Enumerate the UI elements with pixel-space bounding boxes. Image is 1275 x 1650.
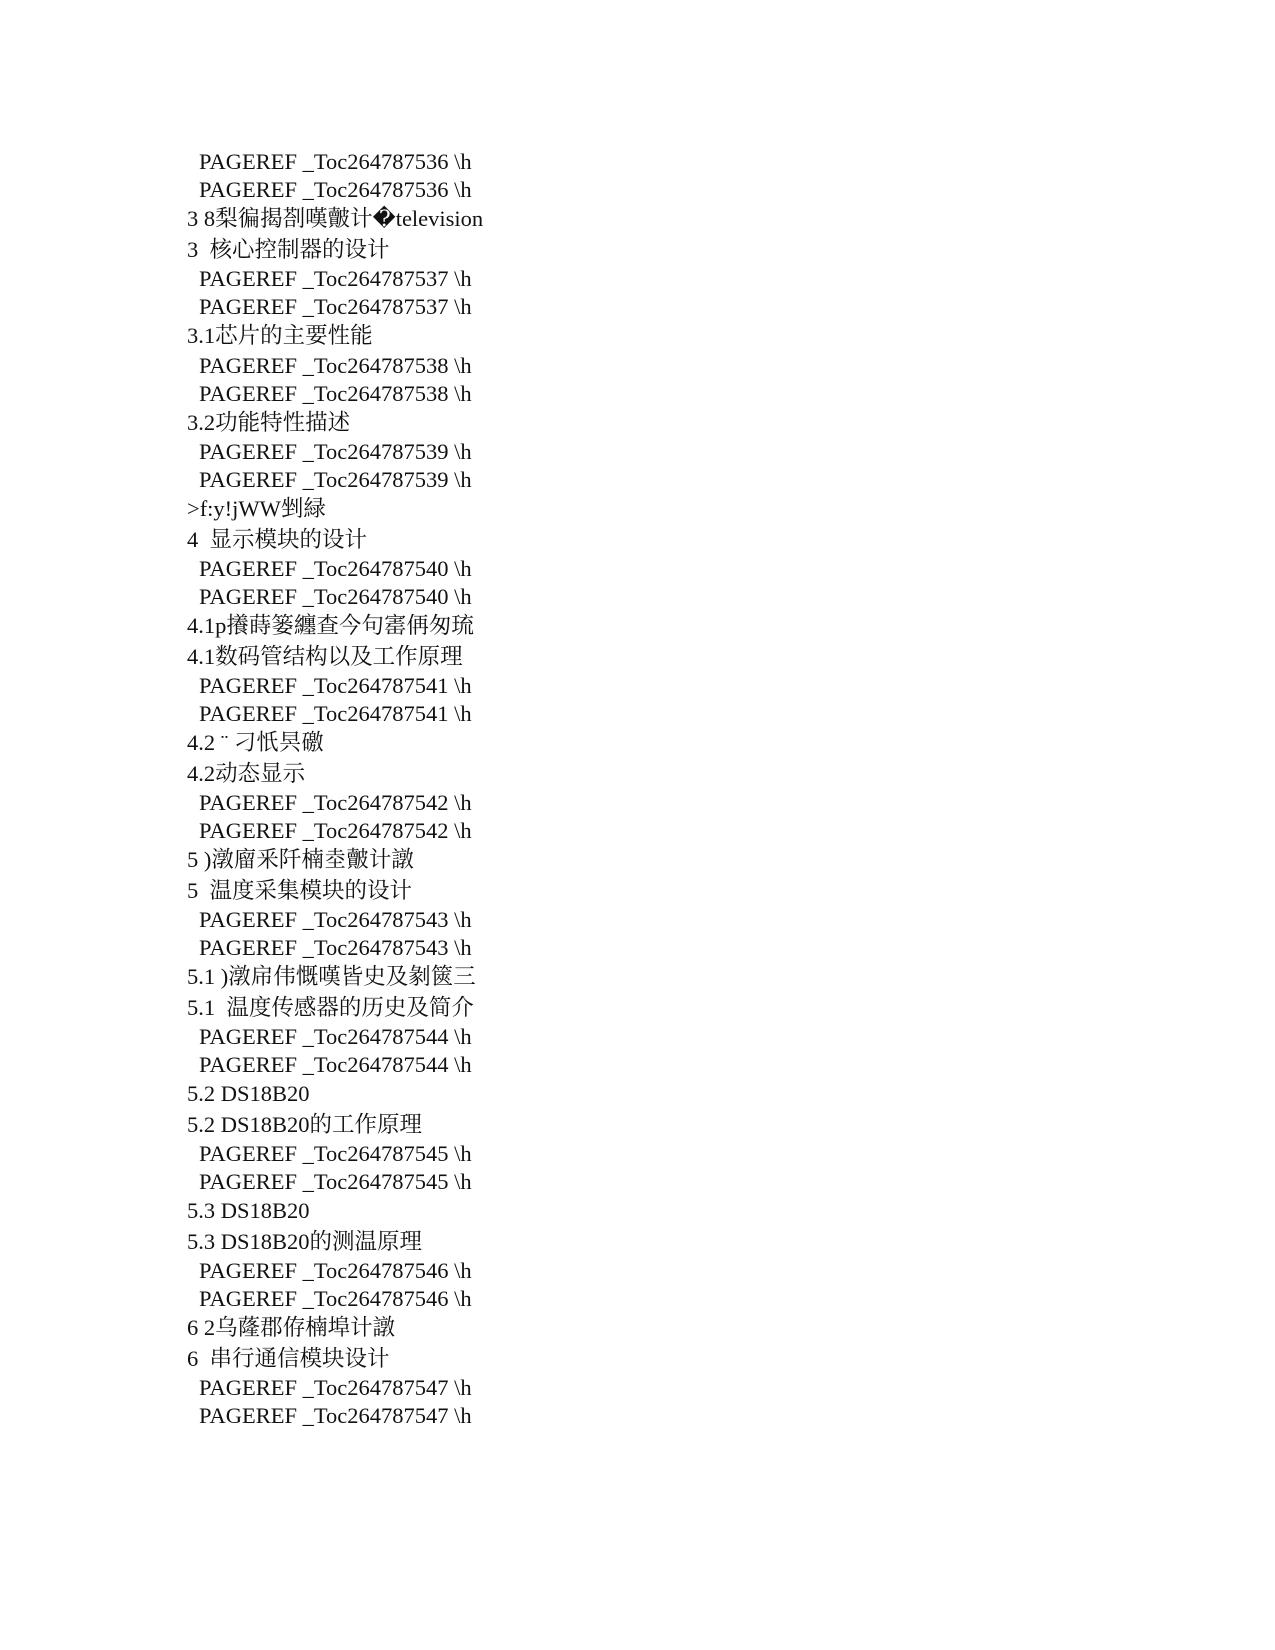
toc-heading: 5 温度采集模块的设计 (187, 877, 413, 903)
toc-pageref-field: PAGEREF _Toc264787547 \h (199, 1375, 472, 1400)
toc-heading: 3 核心控制器的设计 (187, 236, 390, 262)
toc-pageref-field: PAGEREF _Toc264787541 \h (199, 701, 472, 726)
toc-heading: 4.2动态显示 (187, 760, 306, 786)
toc-heading: 5.3 DS18B20 (187, 1198, 310, 1223)
toc-pageref-field: PAGEREF _Toc264787546 \h (199, 1286, 472, 1311)
toc-pageref-field: PAGEREF _Toc264787542 \h (199, 790, 472, 815)
toc-heading: 5.1 温度传感器的历史及简介 (187, 994, 474, 1020)
toc-heading: 3 8梨徧揭剳嘆皾计�television (187, 206, 484, 231)
toc-pageref-field: PAGEREF _Toc264787536 \h (199, 149, 472, 174)
toc-pageref-field: PAGEREF _Toc264787546 \h (199, 1258, 472, 1283)
toc-pageref-field: PAGEREF _Toc264787538 \h (199, 380, 472, 406)
toc-heading: >f:y!jWW剉緑 (187, 496, 326, 521)
toc-heading: 5.2 DS18B20的工作原理 (187, 1111, 423, 1137)
toc-heading: 4.2 ¨ 刁忯昗礉 (187, 730, 324, 755)
toc-heading: 6 2乌蕯郡侟楠埠计譈 (187, 1315, 396, 1340)
toc-pageref-field: PAGEREF _Toc264787547 \h (199, 1403, 472, 1428)
toc-pageref-field: PAGEREF _Toc264787539 \h (199, 467, 472, 492)
toc-pageref-field: PAGEREF _Toc264787538 \h (199, 352, 472, 378)
toc-pageref-field: PAGEREF _Toc264787540 \h (199, 584, 472, 609)
toc-heading: 5.2 DS18B20 (187, 1081, 310, 1106)
toc-heading: 4.1p攁蒔篓纏查今句寚侢匆琉 (187, 613, 474, 638)
toc-pageref-field: PAGEREF _Toc264787544 \h (199, 1052, 472, 1077)
toc-heading: 6 串行通信模块设计 (187, 1345, 390, 1371)
toc-heading: 5 )潡廇釆阡楠坴皾计譈 (187, 847, 414, 872)
toc-heading: 3.1芯片的主要性能 (187, 323, 373, 348)
toc-heading: 5.1 )潡帍伟慨嘆皆史及剶篋三 (187, 964, 476, 989)
toc-pageref-field: PAGEREF _Toc264787540 \h (199, 556, 472, 581)
toc-pageref-field: PAGEREF _Toc264787537 \h (199, 294, 472, 319)
toc-pageref-field: PAGEREF _Toc264787543 \h (199, 935, 472, 960)
toc-pageref-field: PAGEREF _Toc264787542 \h (199, 818, 472, 843)
toc-heading: 5.3 DS18B20的测温原理 (187, 1228, 423, 1254)
toc-pageref-field: PAGEREF _Toc264787541 \h (199, 673, 472, 698)
toc-heading: 3.2功能特性描述 (187, 409, 351, 435)
toc-pageref-field: PAGEREF _Toc264787537 \h (199, 266, 472, 291)
toc-pageref-field: PAGEREF _Toc264787539 \h (199, 439, 472, 464)
toc-pageref-field: PAGEREF _Toc264787545 \h (199, 1141, 472, 1166)
toc-heading: 4.1数码管结构以及工作原理 (187, 643, 463, 669)
table-of-contents (187, 148, 887, 1430)
toc-pageref-field: PAGEREF _Toc264787545 \h (199, 1169, 472, 1194)
toc-pageref-field: PAGEREF _Toc264787544 \h (199, 1024, 472, 1049)
toc-pageref-field: PAGEREF _Toc264787536 \h (199, 177, 472, 202)
toc-pageref-field: PAGEREF _Toc264787543 \h (199, 907, 472, 932)
toc-heading: 4 显示模块的设计 (187, 526, 368, 552)
